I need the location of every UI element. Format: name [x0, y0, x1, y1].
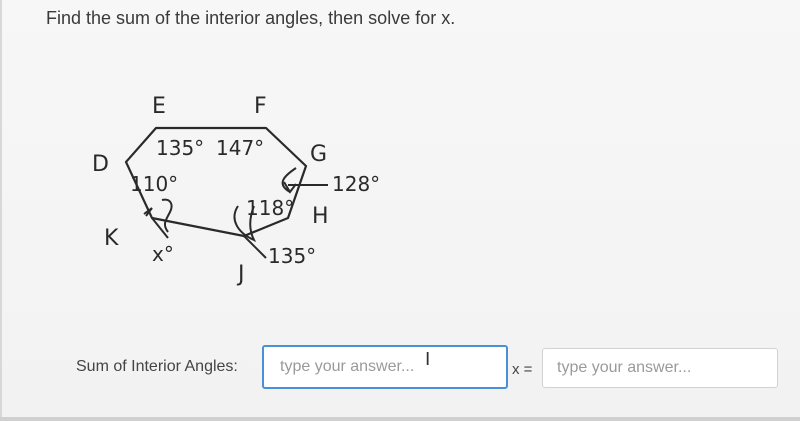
text-cursor-icon: I	[425, 349, 431, 370]
vertex-label-h: H	[312, 204, 329, 229]
g-angle-arc	[283, 168, 296, 192]
vertex-label-g: G	[310, 142, 328, 167]
angle-label-e: 135°	[156, 136, 205, 160]
vertex-label-j: J	[238, 262, 245, 287]
angle-label-d: 110°	[130, 172, 179, 196]
angle-label-k: x°	[152, 242, 174, 266]
vertex-label-k: K	[104, 226, 119, 251]
sum-label: Sum of Interior Angles:	[76, 358, 238, 375]
angle-label-g: 128°	[332, 172, 381, 196]
angle-label-f: 147°	[216, 136, 265, 160]
answer-row	[0, 340, 800, 400]
vertex-label-e: E	[152, 94, 166, 119]
x-input[interactable]	[542, 348, 778, 388]
vertex-label-f: F	[254, 94, 267, 119]
j-extension-line	[244, 236, 266, 258]
angle-label-h: 118°	[246, 196, 295, 220]
question-prompt: Find the sum of the interior angles, then solve for x.	[46, 8, 456, 28]
bottom-divider	[0, 417, 800, 421]
sum-input[interactable]	[262, 345, 508, 389]
g-arrow-head	[284, 182, 296, 192]
angle-label-j: 135°	[268, 244, 317, 268]
x-label: x =	[512, 361, 533, 378]
heptagon-figure	[70, 88, 410, 298]
k-angle-arc	[162, 200, 172, 232]
vertex-label-d: D	[92, 152, 109, 177]
